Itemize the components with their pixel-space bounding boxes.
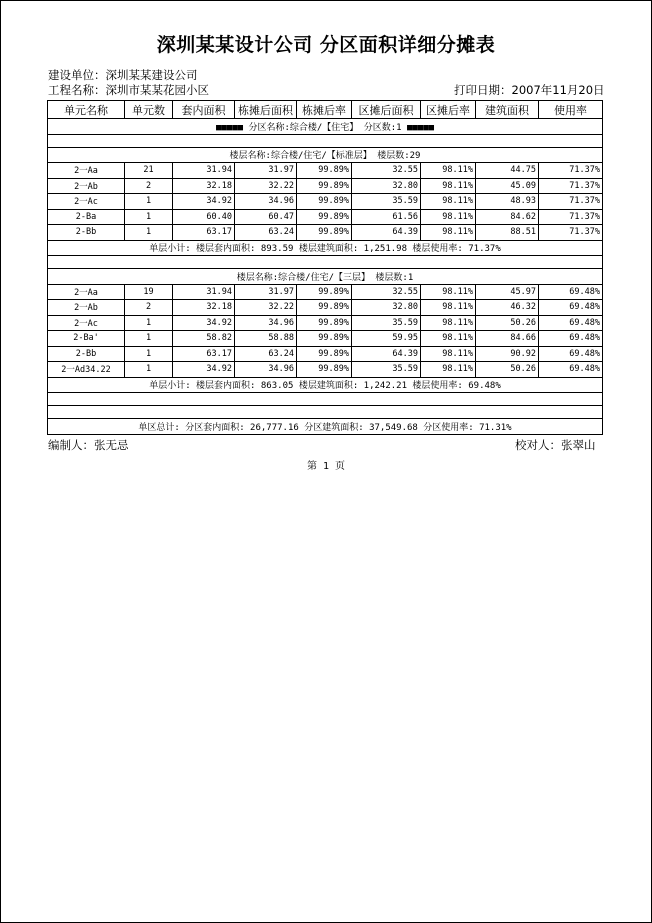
table-cell: 50.26	[476, 315, 539, 331]
floor-subtotal-row-text: 单层小计: 楼层套内面积: 863.05 楼层建筑面积: 1,242.21 楼层使用率: 69.48%	[48, 377, 603, 393]
table-cell: 34.92	[173, 315, 235, 331]
zone-total-row-text: 单区总计: 分区套内面积: 26,777.16 分区建筑面积: 37,549.68 分区使用率: 71.31%	[48, 419, 603, 435]
table-cell: 69.48%	[539, 362, 603, 378]
blank-row-text	[48, 134, 603, 147]
table-cell: 31.97	[235, 163, 297, 179]
table-cell: 69.48%	[539, 284, 603, 300]
table-cell: 2一Ad34.22	[48, 362, 125, 378]
table-row	[48, 225, 603, 241]
table-cell: 98.11%	[421, 225, 476, 241]
zone-header-row-text: ■■■■■ 分区名称:综合楼/【住宅】 分区数:1 ■■■■■	[48, 119, 603, 135]
table-cell: 99.89%	[297, 284, 352, 300]
table-cell: 63.17	[173, 346, 235, 362]
table-cell: 98.11%	[421, 315, 476, 331]
table-cell: 98.11%	[421, 346, 476, 362]
table-cell: 34.96	[235, 362, 297, 378]
column-header: 单元名称	[48, 101, 125, 119]
table-cell: 32.80	[352, 178, 421, 194]
table-cell: 59.95	[352, 331, 421, 347]
table-cell: 98.11%	[421, 362, 476, 378]
zone-total-row	[48, 419, 603, 435]
table-cell: 46.32	[476, 300, 539, 316]
table-cell: 1	[125, 331, 173, 347]
floor-header-row	[48, 147, 603, 163]
table-cell: 98.11%	[421, 178, 476, 194]
table-cell: 32.55	[352, 284, 421, 300]
table-cell: 2一Ac	[48, 194, 125, 210]
table-cell: 69.48%	[539, 346, 603, 362]
table-cell: 71.37%	[539, 209, 603, 225]
page-number: 第 1 页	[306, 461, 346, 472]
table-cell: 2-Ba'	[48, 331, 125, 347]
table-row	[48, 194, 603, 210]
table-row	[48, 178, 603, 194]
floor-subtotal-row	[48, 240, 603, 256]
table-cell: 2一Ab	[48, 178, 125, 194]
table-cell: 2一Ab	[48, 300, 125, 316]
table-cell: 58.88	[235, 331, 297, 347]
report-title: 深圳某某设计公司 分区面积详细分摊表	[156, 34, 496, 56]
table-cell: 2-Bb	[48, 225, 125, 241]
table-cell: 99.89%	[297, 209, 352, 225]
table-cell: 71.37%	[539, 194, 603, 210]
table-cell: 99.89%	[297, 178, 352, 194]
table-cell: 19	[125, 284, 173, 300]
table-cell: 35.59	[352, 194, 421, 210]
table-cell: 1	[125, 315, 173, 331]
table-cell: 34.96	[235, 315, 297, 331]
table-cell: 69.48%	[539, 300, 603, 316]
table-cell: 1	[125, 194, 173, 210]
column-header: 栋摊后面积	[235, 101, 297, 119]
table-cell: 31.94	[173, 163, 235, 179]
editor-label: 编制人：张无忌	[48, 438, 129, 452]
table-cell: 61.56	[352, 209, 421, 225]
table-cell: 58.82	[173, 331, 235, 347]
checker-label: 校对人：张翠山	[515, 438, 596, 452]
table-cell: 34.96	[235, 194, 297, 210]
table-cell: 64.39	[352, 225, 421, 241]
table-cell: 71.37%	[539, 225, 603, 241]
table-cell: 71.37%	[539, 178, 603, 194]
blank-row	[48, 406, 603, 419]
table-cell: 98.11%	[421, 300, 476, 316]
blank-row	[48, 256, 603, 269]
floor-header-row-text: 楼层名称:综合楼/住宅/【标准层】 楼层数:29	[48, 147, 603, 163]
blank-row	[48, 393, 603, 406]
table-cell: 98.11%	[421, 284, 476, 300]
project-label: 工程名称：深圳市某某花园小区	[48, 83, 209, 97]
floor-subtotal-row-text: 单层小计: 楼层套内面积: 893.59 楼层建筑面积: 1,251.98 楼层使用率: 71.37%	[48, 240, 603, 256]
table-cell: 98.11%	[421, 163, 476, 179]
table-cell: 45.97	[476, 284, 539, 300]
table-cell: 45.09	[476, 178, 539, 194]
print-date-label: 打印日期：2007年11月20日	[454, 83, 605, 97]
table-header-row	[48, 101, 603, 119]
table-cell: 32.55	[352, 163, 421, 179]
table-row	[48, 315, 603, 331]
table-cell: 99.89%	[297, 362, 352, 378]
table-cell: 99.89%	[297, 300, 352, 316]
table-cell: 90.92	[476, 346, 539, 362]
table-cell: 1	[125, 209, 173, 225]
table-cell: 71.37%	[539, 163, 603, 179]
table-cell: 32.22	[235, 300, 297, 316]
table-cell: 2一Ac	[48, 315, 125, 331]
table-cell: 2-Bb	[48, 346, 125, 362]
table-cell: 21	[125, 163, 173, 179]
column-header: 套内面积	[173, 101, 235, 119]
floor-header-row	[48, 269, 603, 285]
table-cell: 99.89%	[297, 331, 352, 347]
table-cell: 2-Ba	[48, 209, 125, 225]
table-cell: 63.24	[235, 346, 297, 362]
table-cell: 84.62	[476, 209, 539, 225]
table-cell: 31.94	[173, 284, 235, 300]
table-cell: 99.89%	[297, 163, 352, 179]
table-row	[48, 300, 603, 316]
table-cell: 99.89%	[297, 346, 352, 362]
builder-label: 建设单位：深圳某某建设公司	[48, 68, 198, 82]
table-cell: 63.17	[173, 225, 235, 241]
table-cell: 34.92	[173, 362, 235, 378]
blank-row-text	[48, 406, 603, 419]
table-cell: 63.24	[235, 225, 297, 241]
table-row	[48, 284, 603, 300]
table-cell: 32.80	[352, 300, 421, 316]
column-header: 区摊后面积	[352, 101, 421, 119]
table-cell: 64.39	[352, 346, 421, 362]
table-cell: 2	[125, 300, 173, 316]
table-cell: 1	[125, 362, 173, 378]
floor-header-row-text: 楼层名称:综合楼/住宅/【三层】 楼层数:1	[48, 269, 603, 285]
table-cell: 32.18	[173, 300, 235, 316]
table-cell: 2一Aa	[48, 163, 125, 179]
table-row	[48, 346, 603, 362]
column-header: 区摊后率	[421, 101, 476, 119]
table-cell: 32.22	[235, 178, 297, 194]
table-row	[48, 331, 603, 347]
table-row	[48, 209, 603, 225]
table-cell: 98.11%	[421, 331, 476, 347]
table-cell: 99.89%	[297, 315, 352, 331]
table-cell: 50.26	[476, 362, 539, 378]
table-cell: 88.51	[476, 225, 539, 241]
blank-row	[48, 134, 603, 147]
table-cell: 99.89%	[297, 194, 352, 210]
table-cell: 69.48%	[539, 315, 603, 331]
table-cell: 60.47	[235, 209, 297, 225]
table-cell: 2	[125, 178, 173, 194]
column-header: 建筑面积	[476, 101, 539, 119]
table-cell: 35.59	[352, 315, 421, 331]
table-cell: 99.89%	[297, 225, 352, 241]
table-cell: 69.48%	[539, 331, 603, 347]
table-cell: 60.40	[173, 209, 235, 225]
table-cell: 31.97	[235, 284, 297, 300]
table-row	[48, 163, 603, 179]
table-cell: 2一Aa	[48, 284, 125, 300]
table-cell: 98.11%	[421, 194, 476, 210]
blank-row-text	[48, 393, 603, 406]
table-cell: 1	[125, 346, 173, 362]
blank-row-text	[48, 256, 603, 269]
table-cell: 44.75	[476, 163, 539, 179]
table-cell: 32.18	[173, 178, 235, 194]
table-cell: 98.11%	[421, 209, 476, 225]
table-cell: 48.93	[476, 194, 539, 210]
floor-subtotal-row	[48, 377, 603, 393]
table-cell: 1	[125, 225, 173, 241]
column-header: 使用率	[539, 101, 603, 119]
area-table	[47, 100, 603, 435]
table-cell: 84.66	[476, 331, 539, 347]
table-cell: 35.59	[352, 362, 421, 378]
column-header: 栋摊后率	[297, 101, 352, 119]
column-header: 单元数	[125, 101, 173, 119]
zone-header-row	[48, 119, 603, 135]
table-row	[48, 362, 603, 378]
table-cell: 34.92	[173, 194, 235, 210]
